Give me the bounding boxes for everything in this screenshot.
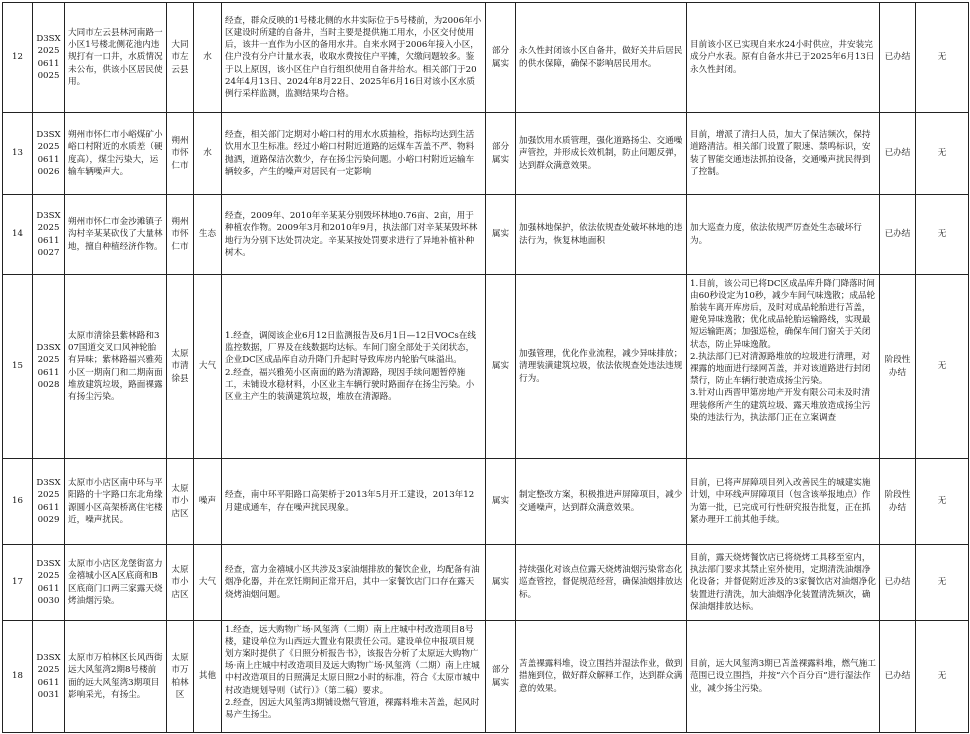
complaint-location: 太原市小店区龙堡街富力金禧城小区A区底商和B区底商门口两三家露天烧烤油烟污染。 xyxy=(65,545,167,621)
verification-result: 属实 xyxy=(486,545,516,621)
row-number: 17 xyxy=(3,545,33,621)
administrative-area: 太原市万柏林区 xyxy=(167,621,194,733)
case-id: D3SX202506110031 xyxy=(33,621,65,733)
case-id: D3SX202506110029 xyxy=(33,459,65,545)
investigation-findings: 经查，南中环平阳路口高架桥于2013年5月开工建设，2013年12月建成通车，存在噪声扰民现象。 xyxy=(222,459,486,545)
administrative-area: 太原市小店区 xyxy=(167,459,194,545)
row-number: 13 xyxy=(3,113,33,195)
investigation-point: 2.经查，福兴雅苑小区南面的路为清源路，现因手续问题暂停施工，未铺设水稳材料，小区业主车辆行驶时路面存在扬尘污染。小区业主产生的装潢建筑垃圾，堆放在清源路。 xyxy=(225,367,475,402)
table-row xyxy=(3,621,969,733)
accountability-status: 无 xyxy=(916,621,969,733)
rectification-measures: 永久性封闭该小区自备井，做好关井后居民的供水保障，确保不影响居民用水。 xyxy=(516,3,687,113)
pollution-type: 大气 xyxy=(194,275,222,459)
accountability-status: 无 xyxy=(916,195,969,275)
table-row xyxy=(3,113,969,195)
pollution-type: 生态 xyxy=(194,195,222,275)
rectification-progress: 目前，已将声屏障项目列入改善民生的城建实施计划，中环线声屏障项目（包含该举报地点）作为第一批，已完成可行性研究报告批复，正在抓紧办理开工前其他手续。 xyxy=(687,459,880,545)
handling-status: 已办结 xyxy=(880,621,916,733)
table-row xyxy=(3,459,969,545)
case-id: D3SX202506110025 xyxy=(33,3,65,113)
rectification-progress: 加大巡查力度，依法依规严厉查处生态破坏行为。 xyxy=(687,195,880,275)
verification-result: 部分属实 xyxy=(486,621,516,733)
row-number: 16 xyxy=(3,459,33,545)
row-number: 14 xyxy=(3,195,33,275)
case-id: D3SX202506110027 xyxy=(33,195,65,275)
investigation-findings: 经查，相关部门定期对小峪口村的用水水质抽检，指标均达到生活饮用水卫生标准。经过小峪口村附近道路的运煤车苫盖不严、物料抛洒，道路保洁次数少，存在扬尘污染问题。小峪口村附近运输车辆较多，产生的噪声对居民有一定影响 xyxy=(222,113,486,195)
investigation-findings xyxy=(222,621,486,733)
verification-result: 属实 xyxy=(486,195,516,275)
complaint-location: 太原市万柏林区长风西街远大风玺湾2期8号楼前面的远大风玺湾3期项目影响采光，有扬尘。 xyxy=(65,621,167,733)
handling-status: 已办结 xyxy=(880,195,916,275)
handling-status: 已办结 xyxy=(880,3,916,113)
complaint-location: 大同市左云县林河南路一小区1号楼北侧花池内违规打有一口井，水质情况未公布，供该小区居民使用。 xyxy=(65,3,167,113)
rectification-progress: 目前，增派了清扫人员，加大了保洁频次，保持道路清洁。相关部门设置了限速、禁鸣标识，安装了智能交通违法抓拍设备，交通噪声扰民得到了控制。 xyxy=(687,113,880,195)
administrative-area: 朔州市怀仁市 xyxy=(167,113,194,195)
handling-status: 阶段性办结 xyxy=(880,275,916,459)
table-row xyxy=(3,545,969,621)
complaint-location: 太原市小店区南中环与平阳路的十字路口东北角缘源圆小区高架桥离住宅楼近，噪声扰民。 xyxy=(65,459,167,545)
administrative-area: 大同市左云县 xyxy=(167,3,194,113)
rectification-measures: 苫盖裸露料堆，设立围挡并湿法作业，做到措施到位，做好群众解释工作，达到群众满意的效果。 xyxy=(516,621,687,733)
case-id: D3SX202506110030 xyxy=(33,545,65,621)
complaint-location: 朔州市怀仁市金沙滩镇子沟村辛某某砍伐了大量林地，擅自种植经济作物。 xyxy=(65,195,167,275)
investigation-point: 1.经查，调阅该企业6月12日监测报告及6月1日—12日VOCs在线监控数据，厂界及在线数据均达标。车间门窗全部处于关闭状态，企业DC区成品库自动升降门升起时导致库房内轮胎气味溢出。 xyxy=(225,330,477,366)
investigation-point: 2.经查，因远大风玺湾3期铺设燃气管道，裸露料堆未苫盖，起风时易产生扬尘。 xyxy=(225,697,480,720)
table-row xyxy=(3,275,969,459)
investigation-findings: 经查，群众反映的1号楼北侧的水井实际位于5号楼前，为2006年小区建设时所建的自备井，当时主要是提供施工用水，小区交付使用后，该井一直作为小区的备用水井。自来水网于2006年接入小区，住户没有分户计量水表，收取水费按住户平摊，欠缴问题较多。鉴于以上原因，该小区住户自行组织使用自备井给水。相关部门于2024年4月13日、2024年8月22日、2025年6月16日对该小区水质例行采样监测，监测结果均合格。 xyxy=(222,3,486,113)
investigation-findings: 经查，2009年、2010年辛某某分别毁坏林地0.76亩、2亩，用于种植农作物。2009年3月和2010年9月，执法部门对辛某某毁坏林地行为分别下达处罚决定。辛某某按处罚要求进行了异地补植补种树木。 xyxy=(222,195,486,275)
handling-status: 已办结 xyxy=(880,113,916,195)
investigation-findings xyxy=(222,275,486,459)
accountability-status: 无 xyxy=(916,275,969,459)
progress-point: 2.执法部门已对清源路堆放的垃圾进行清理，对裸露的地面进行绿网苫盖，并对该道路进行封闭禁行，防止车辆行驶造成扬尘污染。 xyxy=(690,351,871,387)
pollution-type: 噪声 xyxy=(194,459,222,545)
verification-result: 部分属实 xyxy=(486,3,516,113)
investigation-findings: 经查，富力金禧城小区共涉及3家油烟排放的餐饮企业，均配备有油烟净化器，并在烹饪期间正常开启，其中一家餐饮店门口存在露天烧烤油烟问题。 xyxy=(222,545,486,621)
administrative-area: 太原市清徐县 xyxy=(167,275,194,459)
rectification-measures: 加强林地保护，依法依规查处破坏林地的违法行为，恢复林地面积 xyxy=(516,195,687,275)
handling-status: 已办结 xyxy=(880,545,916,621)
case-id: D3SX202506110026 xyxy=(33,113,65,195)
rectification-progress: 目前该小区已实现自来水24小时供应，井安装完成分户水表。原有自备水井已于2025年6月13日永久性封闭。 xyxy=(687,3,880,113)
pollution-type: 水 xyxy=(194,113,222,195)
row-number: 15 xyxy=(3,275,33,459)
rectification-progress xyxy=(687,275,880,459)
pollution-type: 其他 xyxy=(194,621,222,733)
verification-result: 属实 xyxy=(486,459,516,545)
rectification-measures: 持续强化对该点位露天烧烤油烟污染常态化巡查管控，督促规范经营，确保油烟排放达标。 xyxy=(516,545,687,621)
rectification-progress: 目前，远大风玺湾3期已苫盖裸露料堆，燃气施工范围已设立围挡，并按“六个百分百”进行湿法作业，减少扬尘污染。 xyxy=(687,621,880,733)
verification-result: 属实 xyxy=(486,275,516,459)
handling-status: 阶段性办结 xyxy=(880,459,916,545)
case-id: D3SX202506110028 xyxy=(33,275,65,459)
row-number: 18 xyxy=(3,621,33,733)
progress-point: 3.针对山西晋甲第房地产开发有限公司未及时清理装修所产生的建筑垃圾、露天堆放造成扬尘污染的违法行为，执法部门正在立案调查 xyxy=(690,388,871,423)
pollution-type: 水 xyxy=(194,3,222,113)
table-row xyxy=(3,3,969,113)
rectification-measures: 加强饮用水质管理，强化道路扬尘、交通噪声管控，并形成长效机制，防止问题反弹，达到群众满意效果。 xyxy=(516,113,687,195)
table-row xyxy=(3,195,969,275)
rectification-measures: 加强管理，优化作业流程，减少异味排放；清理装潢建筑垃圾，依法依规查处违法违规行为。 xyxy=(516,275,687,459)
administrative-area: 太原市小店区 xyxy=(167,545,194,621)
administrative-area: 朔州市怀仁市 xyxy=(167,195,194,275)
complaint-table xyxy=(2,2,969,733)
row-number: 12 xyxy=(3,3,33,113)
investigation-point: 1.经查，远大购物广场·风玺湾（二期）南上庄城中村改造项目8号楼，建设单位为山西远大置业有限责任公司。建设单位申报项目规划方案时提供了《日照分析报告书》，该报告分析了太原远大购物广场·南上庄城中村改造项目及远大购物广场·风玺湾（二期）南上庄城中村改造项目的日照满足太原日照2小时的标准，符合《太原市城中村改造规划导则（试行）》（第二稿）要求。 xyxy=(225,624,480,696)
verification-result: 部分属实 xyxy=(486,113,516,195)
complaint-location: 朔州市怀仁市小峪煤矿小峪口村附近的水质差（硬度高），煤尘污染大，运输车辆噪声大。 xyxy=(65,113,167,195)
accountability-status: 无 xyxy=(916,3,969,113)
rectification-measures: 制定整改方案，积极推进声屏障项目，减少交通噪声，达到群众满意效果。 xyxy=(516,459,687,545)
accountability-status: 无 xyxy=(916,113,969,195)
complaint-location: 太原市清徐县紫林路和307国道交叉口风神轮胎有异味；紫林路福兴雅苑小区一期南门和二期南面堆放建筑垃圾，路面裸露有扬尘污染。 xyxy=(65,275,167,459)
pollution-type: 大气 xyxy=(194,545,222,621)
rectification-progress: 目前，露天烧烤餐饮店已将烧烤工具移至室内，执法部门要求其禁止室外使用，定期清洗油烟净化设备；并督促附近涉及的3家餐饮店对油烟净化装置进行清洗，加大油烟净化装置清洗频次，确保油烟排放达标。 xyxy=(687,545,880,621)
accountability-status: 无 xyxy=(916,459,969,545)
progress-point: 1.目前，该公司已将DC区成品库升降门降落时间由60秒设定为10秒，减少车间气味逸散；成品轮胎装车离开库房后，及时对成品轮胎进行苫盖，避免异味逸散；优化成品轮胎运输路线，实现最短运输距离；加强巡检，确保车间门窗关于关闭状态，防止异味逸散。 xyxy=(690,278,876,350)
accountability-status: 无 xyxy=(916,545,969,621)
